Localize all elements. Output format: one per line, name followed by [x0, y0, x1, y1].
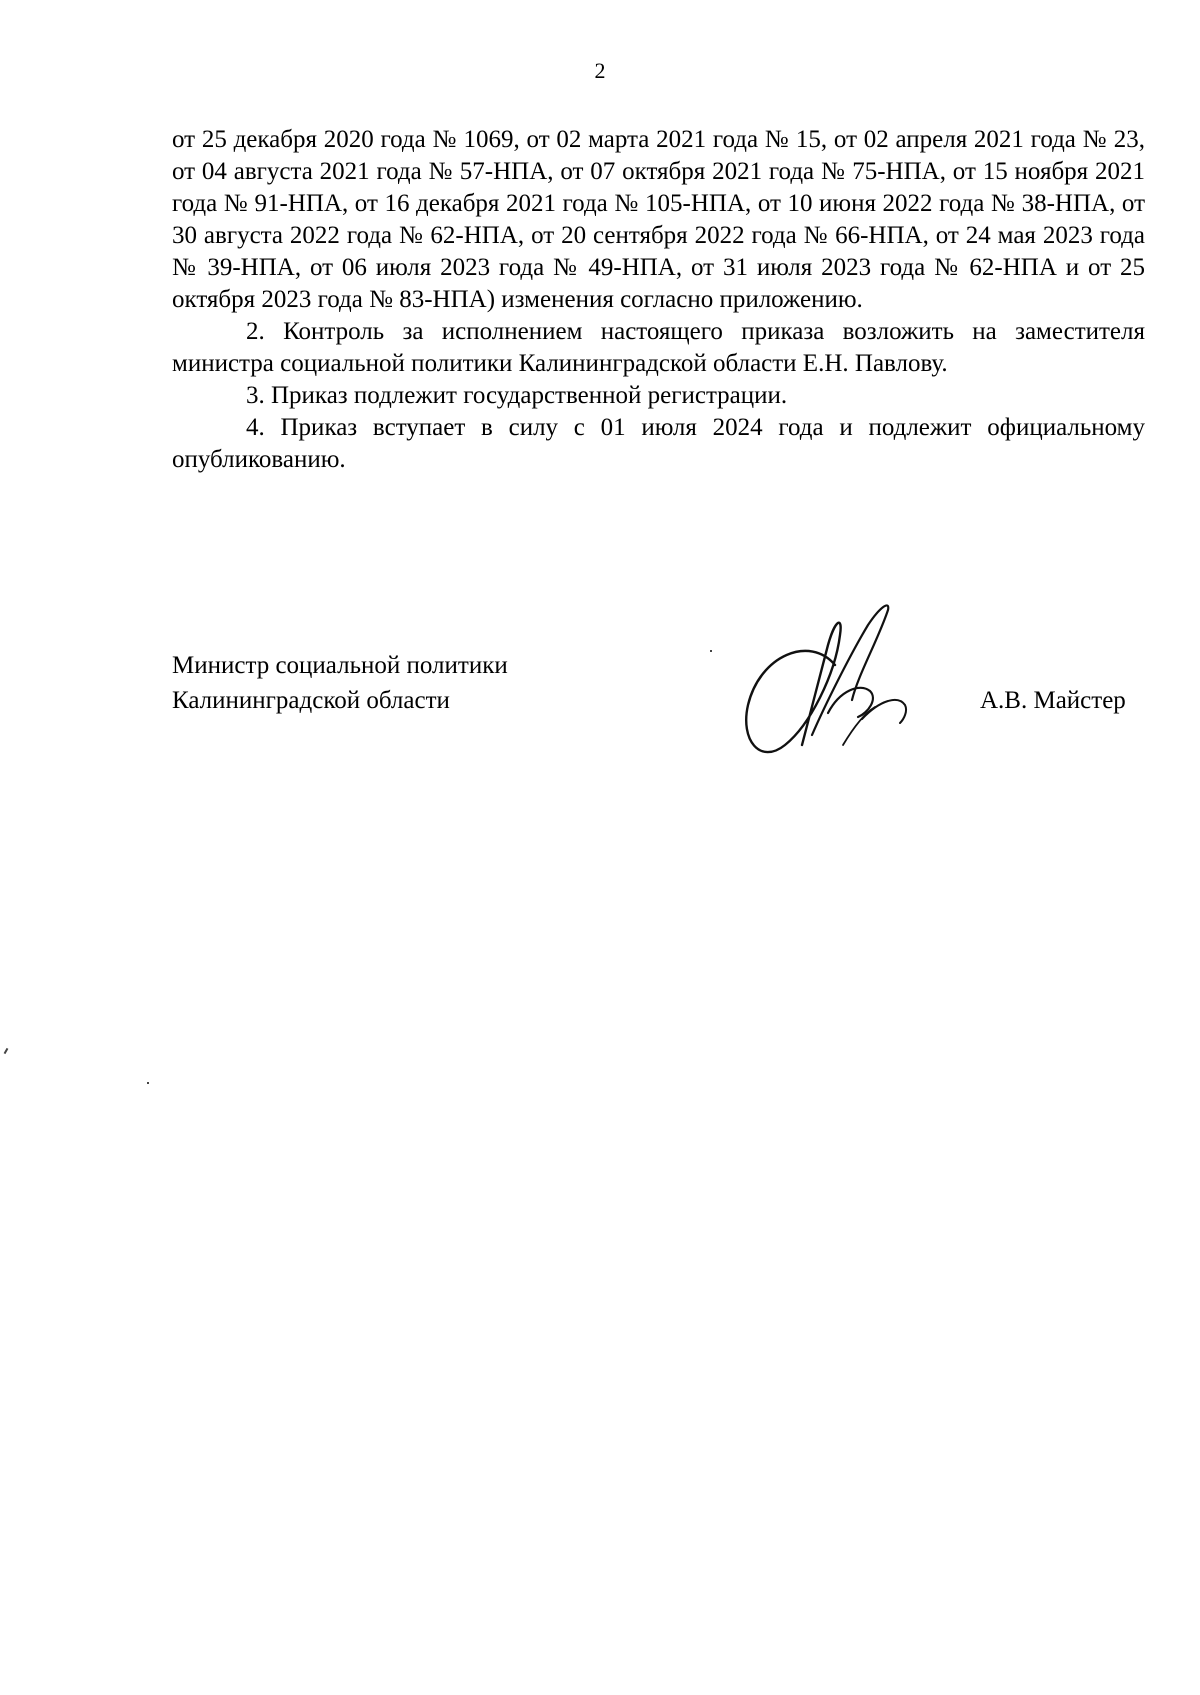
scan-speck: [4, 1048, 9, 1054]
signer-position: [172, 648, 508, 718]
paragraph-control: 2. Контроль за исполнением настоящего приказа возложить на заместителя министра социальной политики Калининградской области Е.Н. Павлову.: [172, 318, 1145, 377]
scan-speck: [147, 1082, 149, 1084]
paragraph-registration: 3. Приказ подлежит государственной регистрации.: [246, 382, 788, 409]
paragraph-amendments-list: от 25 декабря 2020 года № 1069, от 02 марта 2021 года № 15, от 02 апреля 2021 года № 23, от 04 августа 2021 года № 57-НПА, от 07 октября 2021 года № 75-НПА, от 15 ноября 2021 года № 91-НПА, от 16 декабря 2021 года № 105-НПА, от 10 июня 2022 года № 38-НПА, от 30 августа 2022 года № 62-НПА, от 20 сентября 2022 года № 66-НПА, от 24 мая 2023 года № 39-НПА, от 06 июля 2023 года № 49-НПА, от 31 июля 2023 года № 62-НПА и от 25 октября 2023 года № 83-НПА) изменения согласно приложению.: [172, 126, 1145, 313]
signer-position-line-2: Калининградской области: [172, 687, 450, 714]
paragraph-effective-date: 4. Приказ вступает в силу с 01 июля 2024 года и подлежит официальному опубликованию.: [172, 414, 1145, 473]
signer-position-line-1: Министр социальной политики: [172, 652, 508, 679]
document-body: [172, 124, 1145, 476]
scan-speck: [710, 650, 712, 652]
page-number: 2: [594, 58, 606, 83]
handwritten-signature: [740, 595, 930, 765]
signer-name: А.В. Майстер: [980, 687, 1126, 714]
